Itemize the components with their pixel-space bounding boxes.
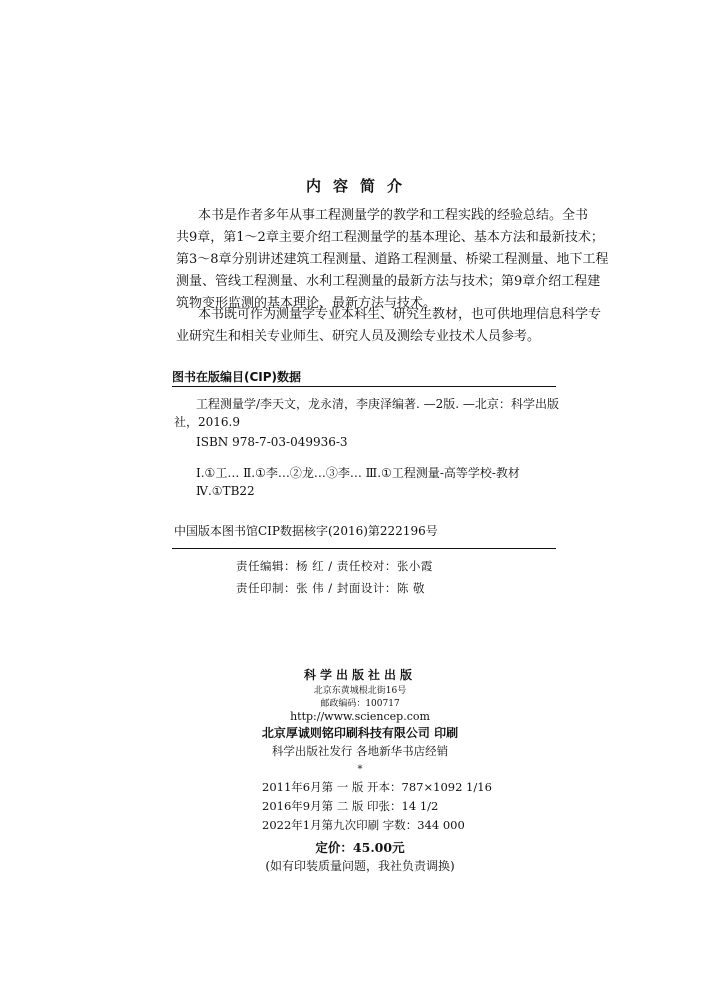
editor-credits-line-1: 责任编辑：杨 红 / 责任校对：张小霞	[236, 559, 433, 573]
intro-paragraph-line: 测量、管线工程测量、水利工程测量的最新方法与技术；第9章介绍工程建	[176, 274, 601, 289]
cip-isbn: ISBN 978-7-03-049936-3	[196, 435, 348, 449]
cip-classification-line: Ⅳ.①TB22	[196, 484, 255, 498]
cip-approval-number: 中国版本图书馆CIP数据核字(2016)第222196号	[174, 524, 438, 538]
publisher-name: 科学出版社出版	[303, 668, 416, 682]
printer-line: 北京厚诚则铭印刷科技有限公司 印刷	[261, 726, 459, 740]
intro-paragraph-line: 本书是作者多年从事工程测量学的教学和工程实践的经验总结。全书	[198, 208, 589, 223]
editor-credits-line-2: 责任印制：张 伟 / 封面设计：陈 敬	[236, 581, 425, 595]
publisher-postcode: 邮政编码：100717	[320, 699, 400, 709]
intro-paragraph-line: 本书既可作为测量学专业本科生、研究生教材，也可供地理信息科学专	[198, 307, 602, 322]
cip-record-line: 工程测量学/李天文，龙永清，李庚泽编著. —2版. —北京：科学出版	[196, 397, 559, 411]
cip-classification	[174, 464, 558, 500]
intro-paragraph-line: 第3～8章分别讲述建筑工程测量、道路工程测量、桥梁工程测量、地下工程	[176, 252, 609, 267]
intro-paragraph-2	[176, 304, 602, 348]
intro-paragraph-line: 筑物变形监测的基本理论、最新方法与技术。	[176, 296, 437, 311]
publisher-address: 北京东黄城根北街16号	[313, 686, 407, 696]
quality-guarantee-line: (如有印装质量问题，我社负责调换)	[265, 859, 455, 873]
edition-line: 2011年6月第 一 版 开本：787×1092 1/16	[262, 780, 492, 794]
intro-paragraph-line: 业研究生和相关专业师生、研究人员及测绘专业技术人员参考。	[176, 329, 541, 344]
price-line: 定价：45.00元	[315, 840, 405, 855]
cip-record	[174, 395, 558, 431]
intro-paragraph-line: 共9章，第1～2章主要介绍工程测量学的基本理论、基本方法和最新技术；	[176, 230, 604, 245]
cip-record-line: 社，2016.9	[174, 415, 240, 429]
edition-line: 2016年9月第 二 版 印张：14 1/2	[262, 799, 439, 813]
distributor-line: 科学出版社发行 各地新华书店经销	[271, 744, 449, 758]
cip-classification-line: Ⅰ.①工… Ⅱ.①李…②龙…③李… Ⅲ.①工程测量-高等学校-教材	[196, 466, 520, 480]
cip-heading: 图书在版编目(CIP)数据	[172, 370, 302, 384]
cip-top-rule	[172, 386, 556, 387]
intro-title: 内容简介	[305, 177, 414, 195]
publisher-url: http://www.sciencep.com	[290, 710, 430, 723]
edition-line: 2022年1月第九次印刷 字数：344 000	[262, 818, 465, 832]
separator-star: *	[357, 764, 363, 775]
cip-bottom-rule	[172, 548, 556, 549]
